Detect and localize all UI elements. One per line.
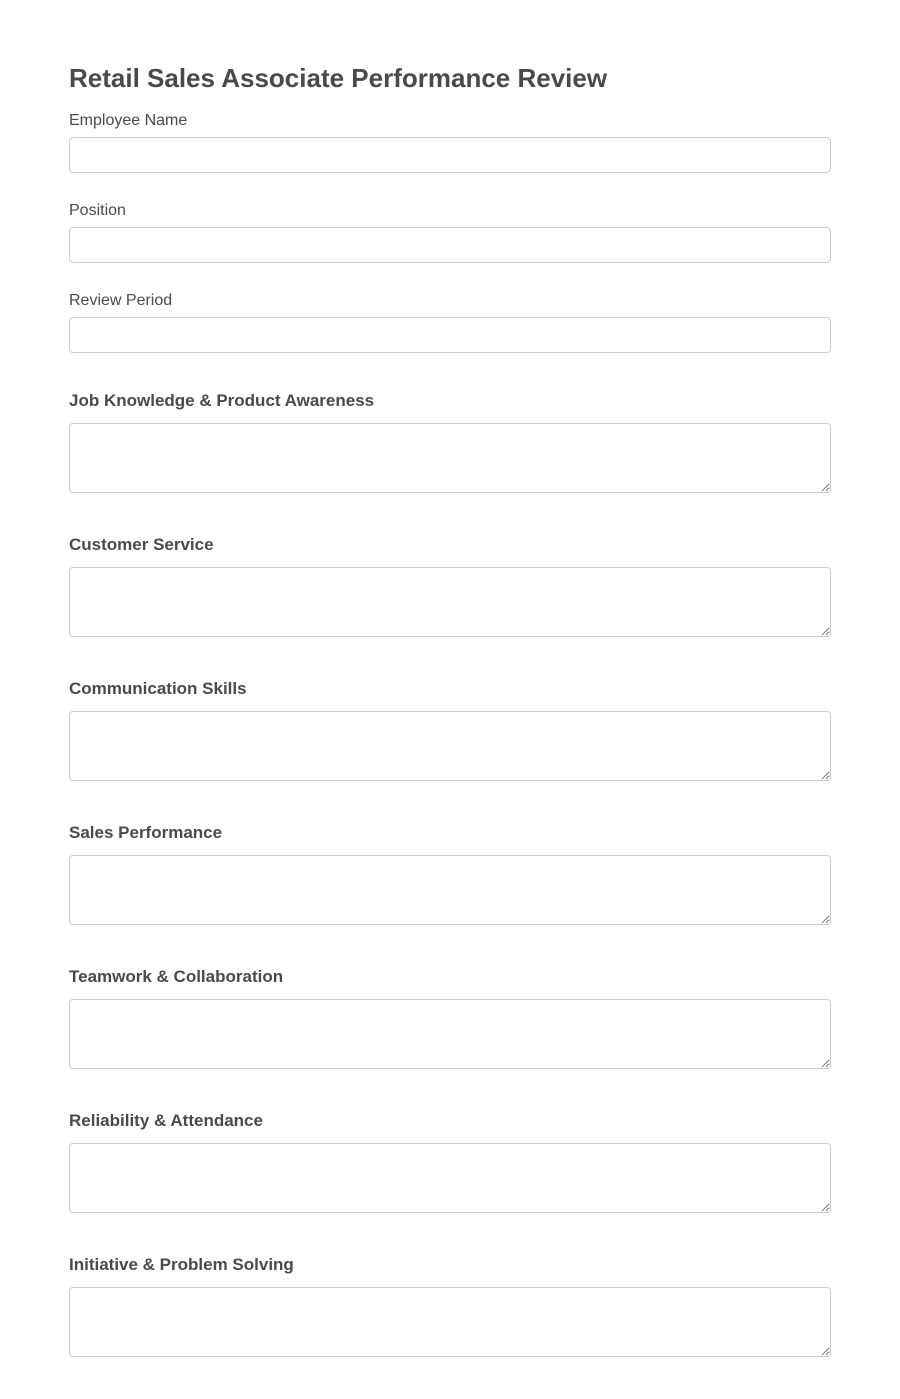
review-period-input[interactable]	[69, 317, 831, 353]
teamwork-textarea[interactable]	[69, 999, 831, 1069]
employee-name-input[interactable]	[69, 137, 831, 173]
reliability-label: Reliability & Attendance	[69, 1111, 263, 1130]
initiative-label: Initiative & Problem Solving	[69, 1255, 294, 1274]
section-communication	[69, 679, 831, 823]
section-initiative	[69, 1255, 831, 1399]
communication-label: Communication Skills	[69, 679, 247, 698]
field-review-period	[69, 291, 831, 381]
communication-textarea[interactable]	[69, 711, 831, 781]
teamwork-label: Teamwork & Collaboration	[69, 967, 284, 986]
section-job-knowledge	[69, 391, 831, 535]
initiative-textarea[interactable]	[69, 1287, 831, 1357]
customer-service-textarea[interactable]	[69, 567, 831, 637]
sales-performance-label: Sales Performance	[69, 823, 223, 842]
customer-service-label: Customer Service	[69, 535, 214, 554]
section-customer-service	[69, 535, 831, 679]
section-teamwork	[69, 967, 831, 1111]
sales-performance-textarea[interactable]	[69, 855, 831, 925]
field-employee-name	[69, 111, 831, 201]
section-reliability	[69, 1111, 831, 1255]
page-title: Retail Sales Associate Performance Review	[69, 63, 608, 93]
job-knowledge-label: Job Knowledge & Product Awareness	[69, 391, 375, 410]
position-input[interactable]	[69, 227, 831, 263]
job-knowledge-textarea[interactable]	[69, 423, 831, 493]
review-period-label: Review Period	[69, 292, 173, 309]
reliability-textarea[interactable]	[69, 1143, 831, 1213]
section-sales-performance	[69, 823, 831, 967]
field-position	[69, 201, 831, 291]
employee-name-label: Employee Name	[69, 112, 188, 129]
position-label: Position	[69, 202, 126, 219]
